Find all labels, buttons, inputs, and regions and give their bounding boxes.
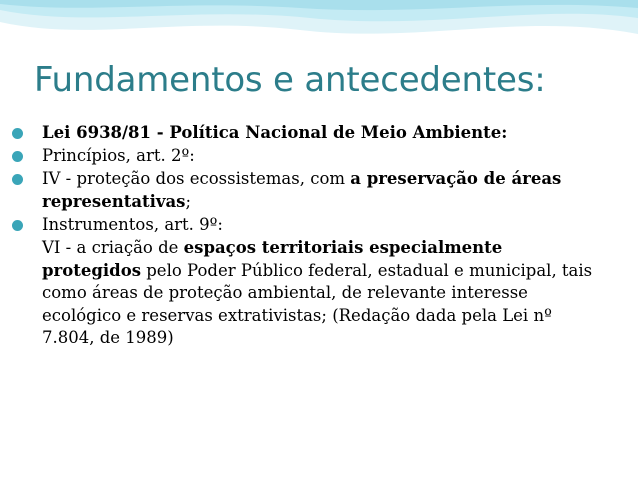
sub-text-bold: espaços territoriais especialmente protegidos <box>42 238 503 280</box>
bullet-dot-icon <box>12 174 23 185</box>
bullet-item <box>42 214 632 237</box>
slide-title: Fundamentos e antecedentes: <box>34 60 546 100</box>
bullet-text-bold: Lei 6938/81 - Política Nacional de Meio Ambiente: <box>42 123 508 142</box>
bullet-text: IV - proteção dos ecossistemas, com <box>42 169 351 188</box>
sub-text: pelo Poder Público federal, estadual e municipal, tais como áreas de proteção ambiental, de relevante interesse ecológico e reservas extrativistas; (Redação dada pela Lei nº 7.804, de 1989) <box>42 260 593 347</box>
bullet-item <box>42 168 602 213</box>
bullet-dot-icon <box>12 151 23 162</box>
bullet-text-bold: a preservação de áreas representativas <box>42 169 562 211</box>
bullet-text: ; <box>185 191 192 211</box>
header-wave-decoration <box>0 0 638 60</box>
bullet-dot-icon <box>12 220 23 231</box>
sub-text: VI - a criação de <box>42 238 184 257</box>
bullet-item <box>42 122 632 145</box>
bullet-item <box>42 145 632 168</box>
bullet-dot-icon <box>12 128 23 139</box>
bullet-text: Princípios, art. 2º: <box>42 146 195 165</box>
bullet-text: Instrumentos, art. 9º: <box>42 215 223 234</box>
sub-paragraph <box>42 237 607 350</box>
